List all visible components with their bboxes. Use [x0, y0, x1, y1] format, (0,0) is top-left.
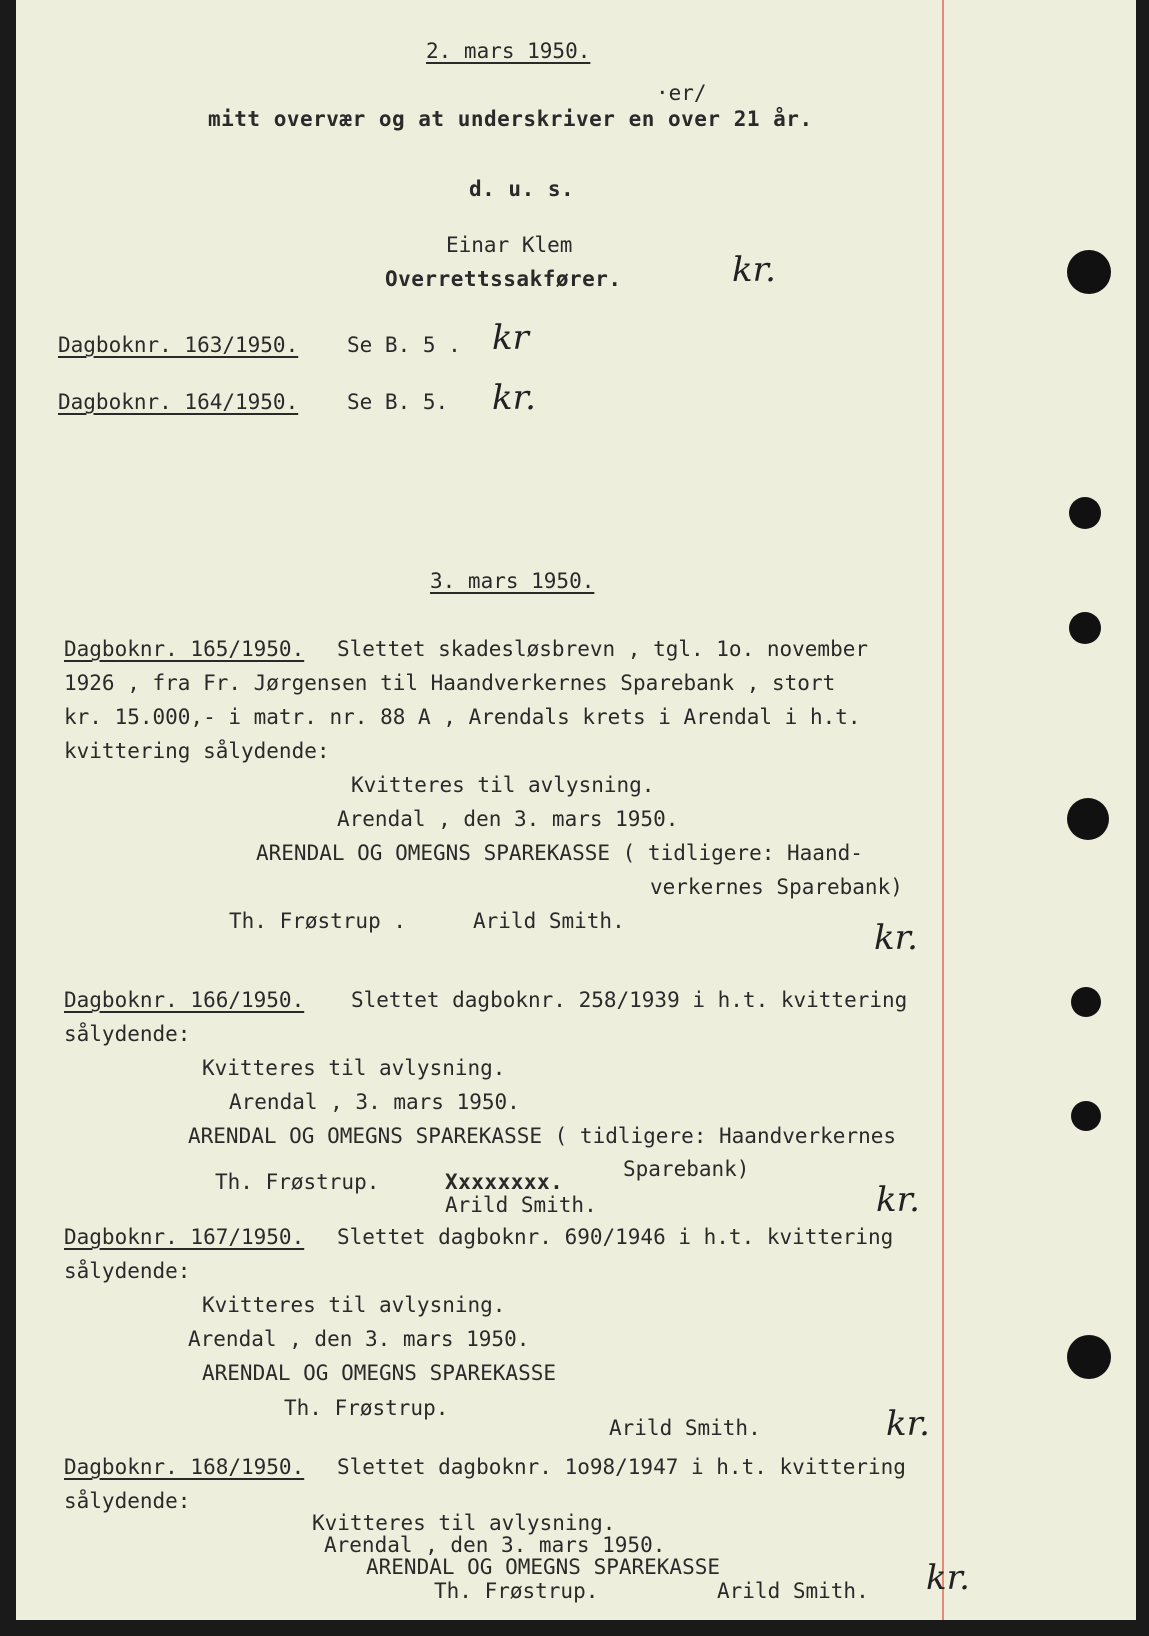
quote-text: verkernes Sparebank)	[650, 875, 903, 899]
entry-reference: Se B. 5.	[347, 390, 449, 414]
signature-text: Th. Frøstrup.	[215, 1170, 380, 1194]
quote-text: ARENDAL OG OMEGNS SPAREKASSE ( tidligere: Haand-	[256, 841, 863, 865]
header-date: 2. mars 1950.	[426, 39, 591, 63]
document-page	[16, 0, 1136, 1620]
struck-text: Xxxxxxxx.	[445, 1170, 564, 1194]
handwritten-initials: kr.	[492, 378, 536, 418]
quote-text: Arendal , den 3. mars 1950.	[188, 1327, 530, 1351]
section-date: 3. mars 1950.	[430, 569, 595, 593]
entry-number: Dagboknr. 166/1950.	[64, 988, 305, 1012]
red-margin-line	[942, 0, 944, 1620]
entry-text: sålydende:	[64, 1489, 191, 1513]
header-note: ·er/	[656, 81, 707, 105]
signature-text: Arild Smith.	[609, 1416, 761, 1440]
signature-text: Th. Frøstrup.	[434, 1579, 599, 1603]
handwritten-initials: kr	[492, 318, 529, 358]
entry-text: kvittering sålydende:	[64, 739, 330, 763]
entry-text: Slettet dagboknr. 258/1939 i h.t. kvittering	[351, 988, 908, 1012]
punch-hole	[1067, 250, 1111, 294]
signer-name: Einar Klem	[446, 233, 573, 257]
entry-text: sålydende:	[64, 1022, 191, 1046]
quote-text: Kvitteres til avlysning.	[312, 1511, 616, 1535]
punch-hole	[1069, 612, 1101, 644]
signature-text: Th. Frøstrup .	[229, 909, 407, 933]
punch-hole	[1071, 987, 1101, 1017]
quote-text: Kvitteres til avlysning.	[351, 773, 655, 797]
punch-hole	[1069, 497, 1101, 529]
header-dus: d. u. s.	[469, 177, 575, 201]
signer-title: Overrettssakfører.	[385, 267, 622, 291]
entry-number: Dagboknr. 165/1950.	[64, 637, 305, 661]
signature-text: Arild Smith.	[473, 909, 625, 933]
entry-text: Slettet dagboknr. 690/1946 i h.t. kvittering	[337, 1225, 894, 1249]
punch-hole	[1071, 1101, 1101, 1131]
handwritten-initials: kr.	[876, 1180, 920, 1220]
quote-text: Arendal , den 3. mars 1950.	[324, 1533, 666, 1557]
entry-text: 1926 , fra Fr. Jørgensen til Haandverkernes Sparebank , stort	[64, 671, 836, 695]
quote-text: Kvitteres til avlysning.	[202, 1056, 506, 1080]
handwritten-initials: kr.	[874, 918, 918, 958]
punch-hole	[1067, 1335, 1111, 1379]
quote-text: Kvitteres til avlysning.	[202, 1293, 506, 1317]
entry-number: Dagboknr. 164/1950.	[58, 390, 299, 414]
entry-text: Slettet dagboknr. 1o98/1947 i h.t. kvittering	[337, 1455, 906, 1479]
quote-text: ARENDAL OG OMEGNS SPAREKASSE	[202, 1361, 557, 1385]
signature-text: Arild Smith.	[717, 1579, 869, 1603]
quote-text: ARENDAL OG OMEGNS SPAREKASSE ( tidligere: Haandverkernes	[188, 1124, 897, 1148]
entry-reference: Se B. 5 .	[347, 333, 461, 357]
entry-number: Dagboknr. 163/1950.	[58, 333, 299, 357]
header-statement: mitt overvær og at underskriver en over 21 år.	[208, 107, 813, 131]
entry-text: Slettet skadesløsbrevn , tgl. 1o. november	[337, 637, 869, 661]
signature-text: Th. Frøstrup.	[284, 1396, 449, 1420]
handwritten-initials: kr.	[886, 1404, 930, 1444]
quote-text: Sparebank)	[623, 1157, 750, 1181]
handwritten-initials: kr.	[732, 250, 776, 290]
signature-text: Arild Smith.	[445, 1193, 597, 1217]
quote-text: Arendal , 3. mars 1950.	[229, 1090, 520, 1114]
entry-number: Dagboknr. 168/1950.	[64, 1455, 305, 1479]
quote-text: ARENDAL OG OMEGNS SPAREKASSE	[366, 1555, 721, 1579]
punch-hole	[1067, 798, 1109, 840]
handwritten-initials: kr.	[926, 1558, 970, 1598]
entry-text: kr. 15.000,- i matr. nr. 88 A , Arendals krets i Arendal i h.t.	[64, 705, 861, 729]
entry-number: Dagboknr. 167/1950.	[64, 1225, 305, 1249]
entry-text: sålydende:	[64, 1259, 191, 1283]
quote-text: Arendal , den 3. mars 1950.	[337, 807, 679, 831]
